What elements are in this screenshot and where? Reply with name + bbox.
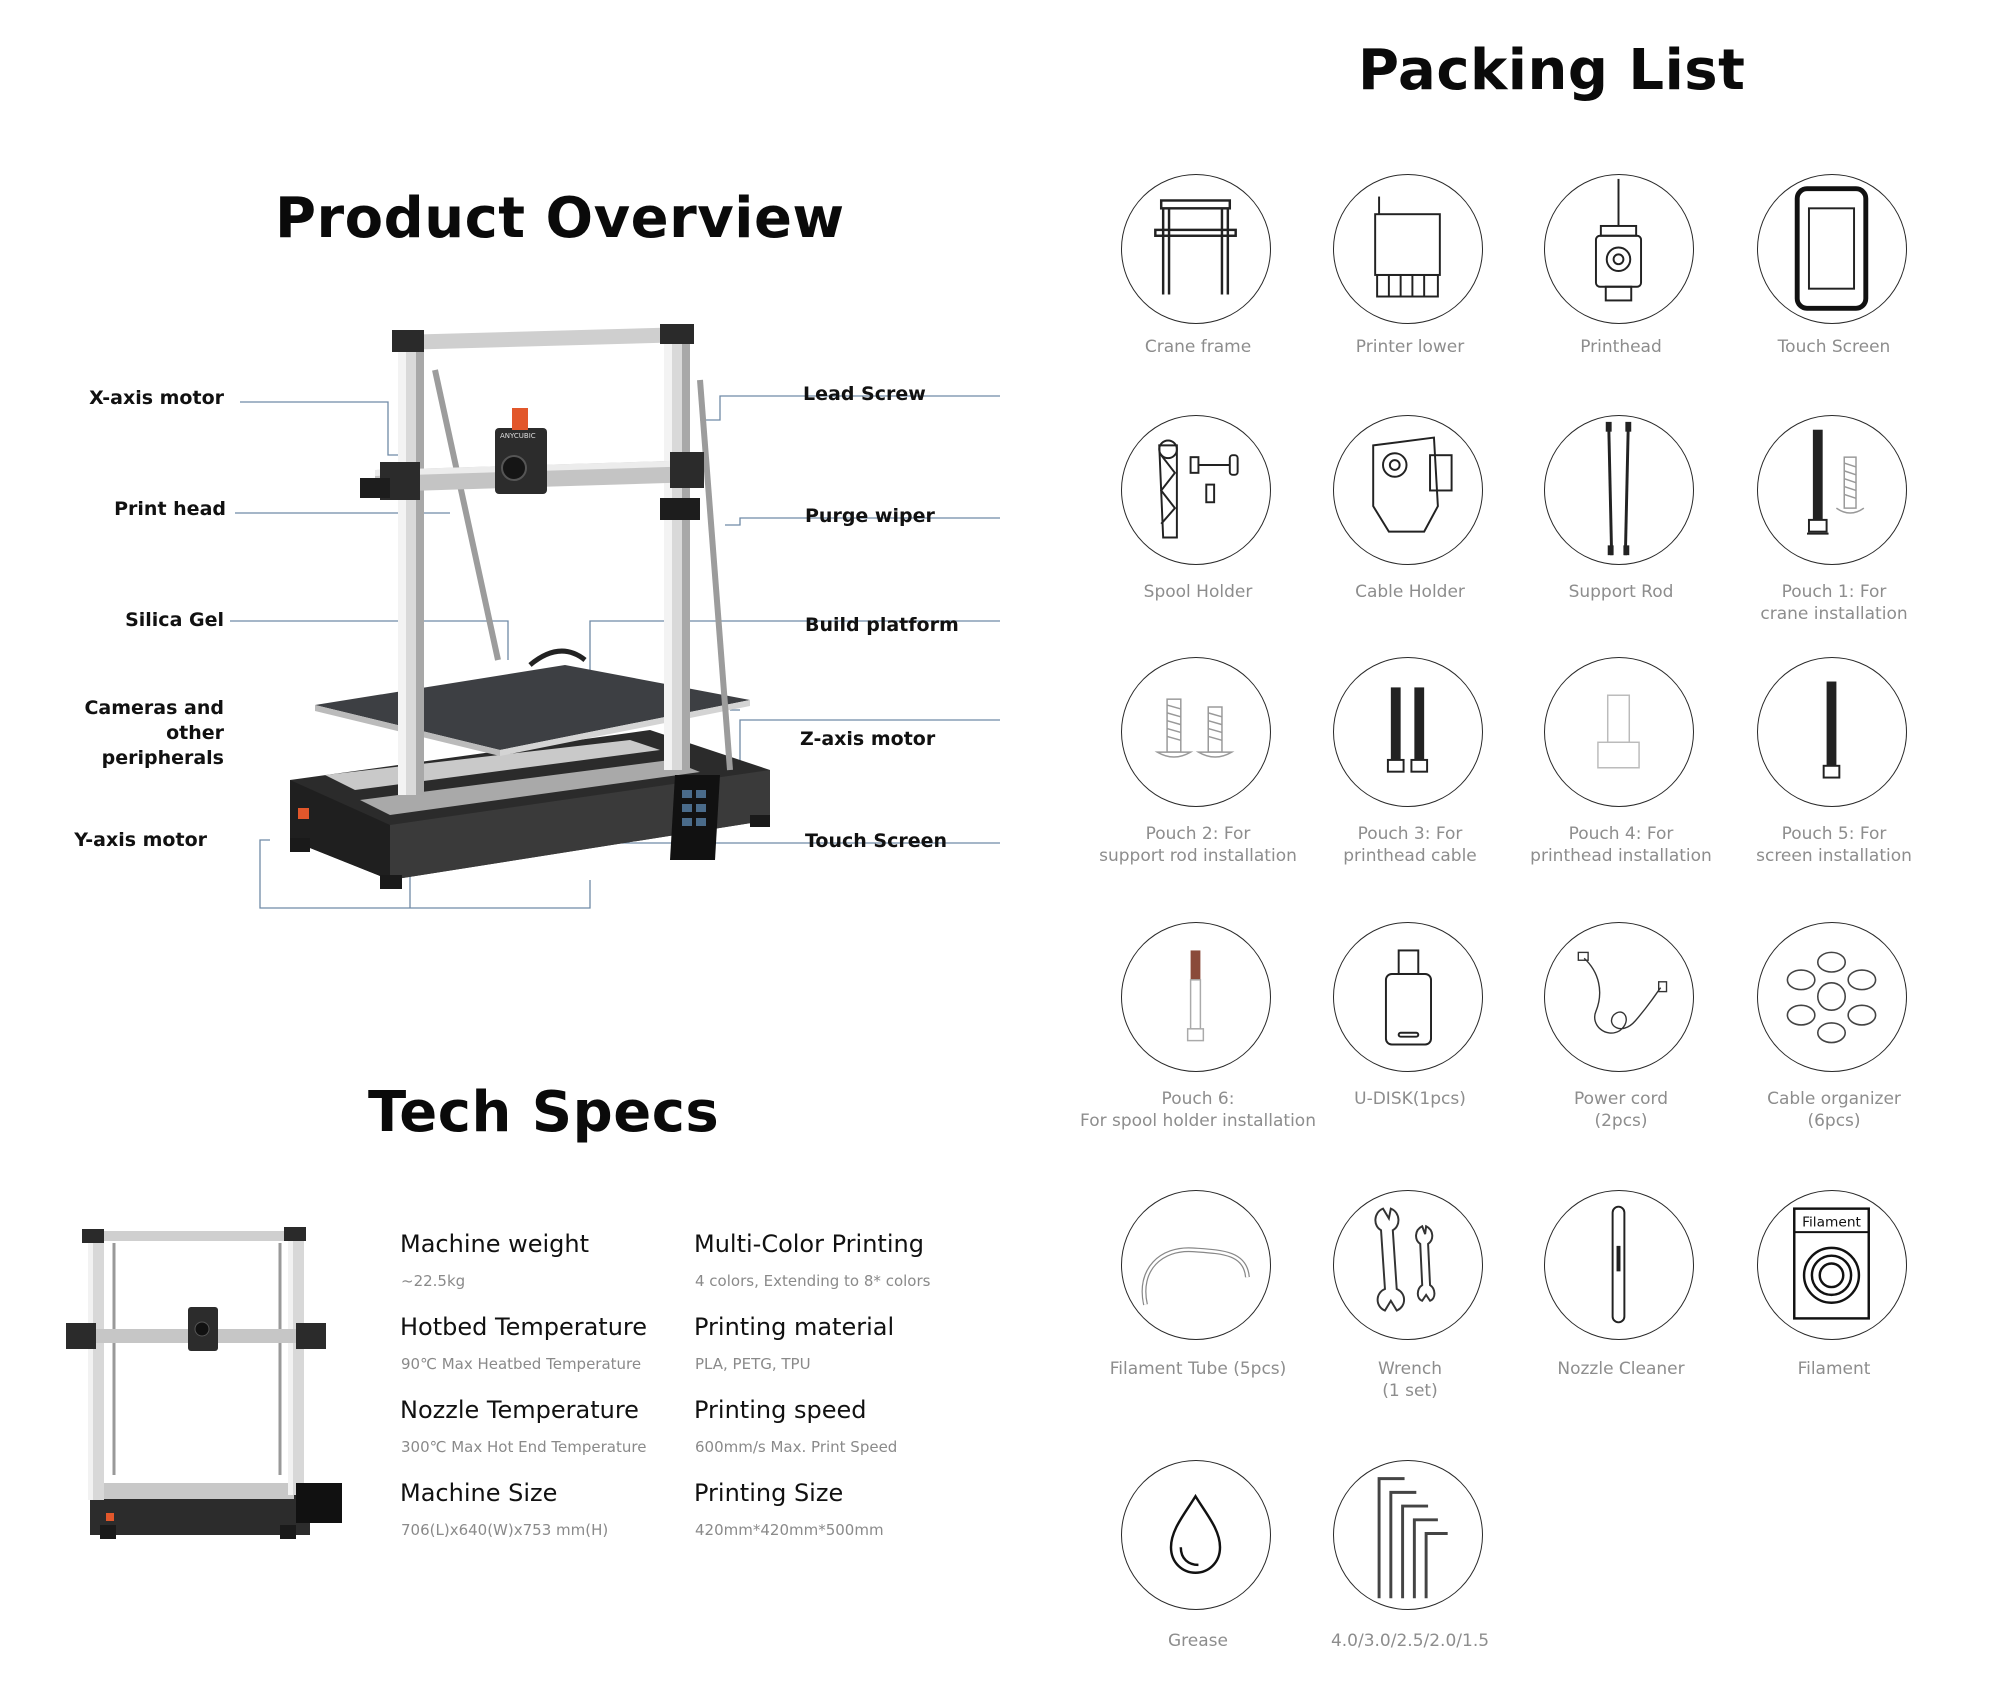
packing-label: Pouch 5: For screen installation [1756, 824, 1912, 866]
spec-multi-color-value: 4 colors, Extending to 8* colors [695, 1272, 931, 1290]
spec-nozzle-title: Nozzle Temperature [400, 1396, 639, 1424]
product-overview-title: Product Overview [275, 186, 845, 251]
packing-label: Touch Screen [1777, 337, 1891, 357]
packing-label: Support Rod [1568, 582, 1674, 602]
nozzle-cleaner-icon [1545, 1191, 1692, 1338]
cable-holder-icon [1334, 416, 1481, 563]
brand-mark: ANYCUBIC [500, 432, 536, 440]
callout-print-head: Print head [114, 498, 226, 520]
packing-label: Pouch 4: For printhead installation [1530, 824, 1712, 866]
packing-label: Printer lower [1355, 337, 1465, 357]
callout-silica-gel: Silica Gel [125, 609, 224, 631]
filament-tube-icon [1122, 1191, 1269, 1338]
callout-y-axis-motor: Y-axis motor [74, 829, 207, 851]
spec-printing-size-value: 420mm*420mm*500mm [695, 1521, 884, 1539]
packing-label: Pouch 3: For printhead cable [1343, 824, 1477, 866]
spec-machine-weight-title: Machine weight [400, 1230, 590, 1258]
packing-label: Pouch 1: For crane installation [1760, 582, 1908, 624]
packing-label: Printhead [1580, 337, 1662, 357]
support-rod-icon [1545, 416, 1692, 563]
packing-label: Power cord (2pcs) [1573, 1089, 1669, 1131]
filament-icon [1758, 1191, 1905, 1338]
power-cord-icon [1545, 923, 1692, 1070]
usb-drive-icon [1334, 923, 1481, 1070]
callout-build-platform: Build platform [805, 614, 959, 636]
printer-thumbnail [60, 1225, 350, 1550]
screws-icon [1122, 658, 1269, 805]
packing-label: Crane frame [1144, 337, 1252, 357]
printhead-icon [1545, 175, 1692, 322]
packing-label: Filament Tube (5pcs) [1109, 1359, 1287, 1379]
spec-nozzle-value: 300℃ Max Hot End Temperature [401, 1438, 647, 1456]
spec-material-title: Printing material [694, 1313, 895, 1341]
spec-machine-weight-value: ~22.5kg [401, 1272, 466, 1290]
packing-label: Filament [1797, 1359, 1871, 1379]
packing-label: U-DISK(1pcs) [1354, 1089, 1466, 1109]
wrench-icon [1334, 1191, 1481, 1338]
spec-printing-size-title: Printing Size [694, 1479, 844, 1507]
packing-label: Spool Holder [1143, 582, 1253, 602]
packing-list-title: Packing List [1358, 38, 1746, 103]
grease-drop-icon [1122, 1461, 1269, 1608]
packing-label: Nozzle Cleaner [1557, 1359, 1685, 1379]
packing-label: Cable Holder [1355, 582, 1465, 602]
screw-icon [1545, 658, 1692, 805]
crane-frame-icon [1122, 175, 1269, 322]
callout-lead-screw: Lead Screw [803, 383, 926, 405]
spec-speed-title: Printing speed [694, 1396, 867, 1424]
spec-multi-color-title: Multi-Color Printing [694, 1230, 924, 1258]
spec-hotbed-title: Hotbed Temperature [400, 1313, 648, 1341]
callout-purge-wiper: Purge wiper [805, 505, 935, 527]
screws-icon [1334, 658, 1481, 805]
callout-cameras-peripherals: Cameras and other peripherals [84, 697, 224, 769]
packing-label: Grease [1168, 1631, 1228, 1651]
packing-label: Cable organizer (6pcs) [1767, 1089, 1901, 1131]
touch-screen-icon [1758, 175, 1905, 322]
screw-icon [1758, 658, 1905, 805]
packing-label: Pouch 6: For spool holder installation [1080, 1089, 1316, 1131]
callout-x-axis-motor: X-axis motor [89, 387, 224, 409]
spec-material-value: PLA, PETG, TPU [695, 1355, 811, 1373]
screws-icon [1758, 416, 1905, 563]
spec-machine-size-title: Machine Size [400, 1479, 558, 1507]
tech-specs-title: Tech Specs [368, 1080, 720, 1145]
cable-organizer-icon [1758, 923, 1905, 1070]
filament-box-text: Filament [1802, 1214, 1861, 1231]
packing-label: 4.0/3.0/2.5/2.0/1.5 [1330, 1631, 1490, 1651]
callout-z-axis-motor: Z-axis motor [800, 728, 936, 750]
spec-machine-size-value: 706(L)x640(W)x753 mm(H) [401, 1521, 609, 1539]
spec-speed-value: 600mm/s Max. Print Speed [695, 1438, 898, 1456]
hex-keys-icon [1334, 1461, 1481, 1608]
printer-lower-icon [1334, 175, 1481, 322]
screw-icon [1122, 923, 1269, 1070]
packing-label: Wrench (1 set) [1377, 1359, 1442, 1401]
callout-touch-screen: Touch Screen [805, 830, 948, 852]
spool-holder-icon [1122, 416, 1269, 563]
packing-label: Pouch 2: For support rod installation [1099, 824, 1297, 866]
spec-hotbed-value: 90℃ Max Heatbed Temperature [401, 1355, 642, 1373]
